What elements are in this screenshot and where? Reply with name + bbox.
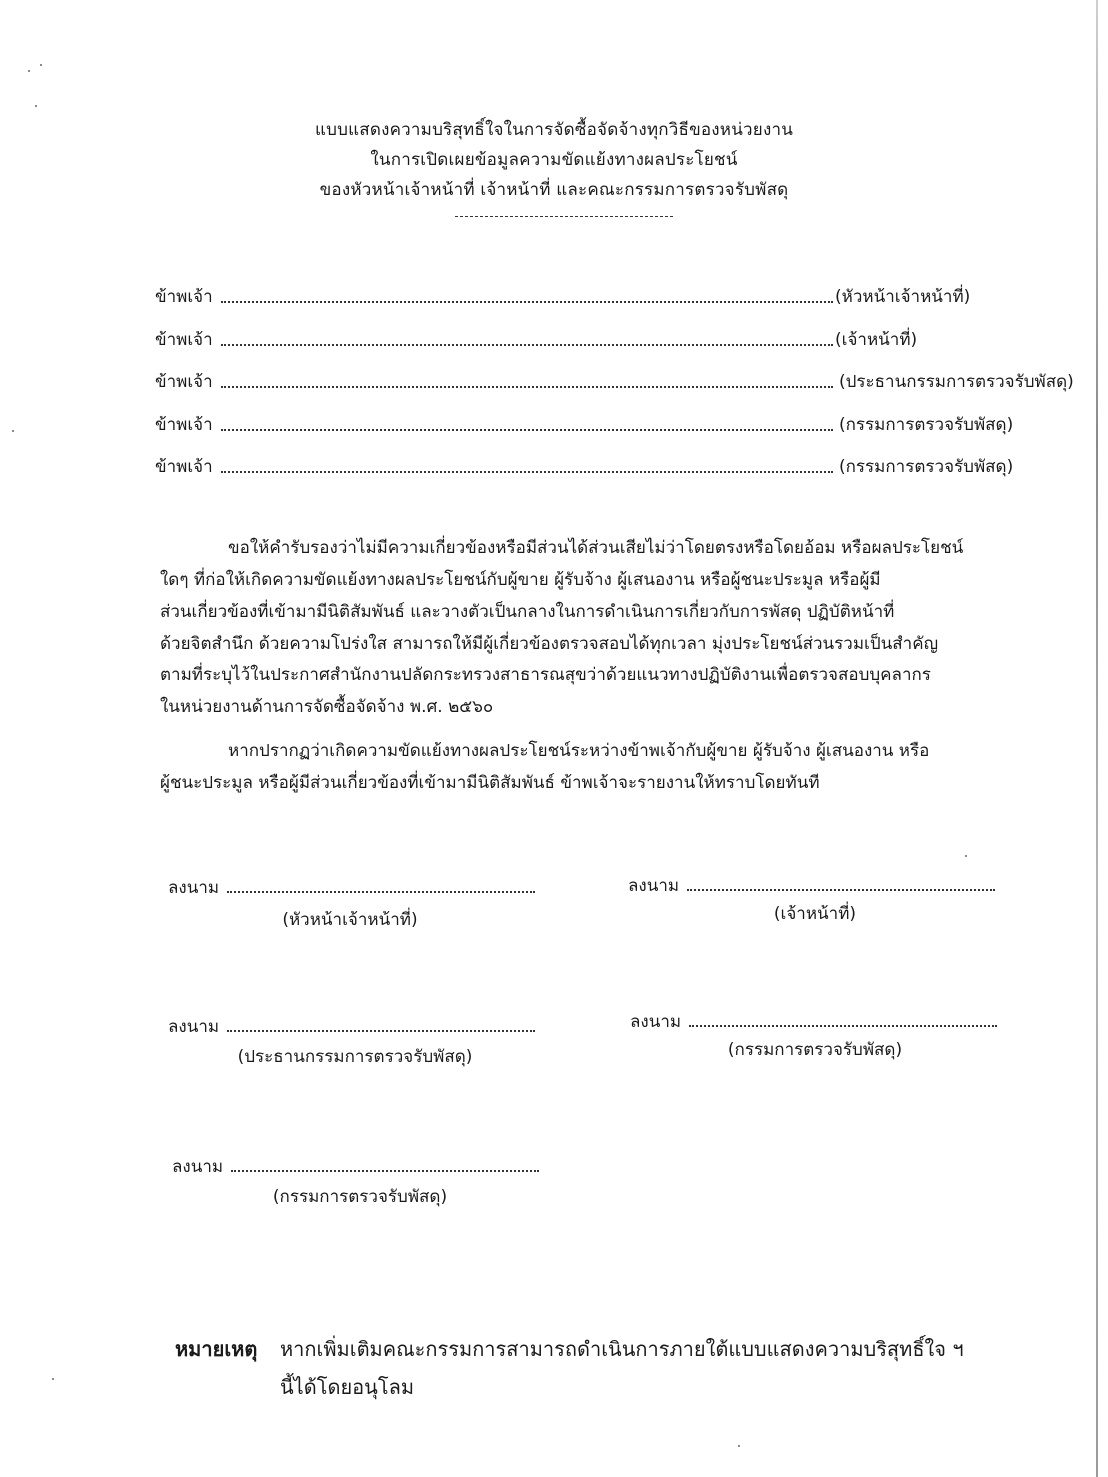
document-title-line-1: แบบแสดงความบริสุทธิ์ใจในการจัดซื้อจัดจ้างทุกวิธีของหน่วยงาน: [314, 120, 794, 140]
signature-label: ลงนาม: [630, 1012, 682, 1032]
paragraph-2-line: หากปรากฏว่าเกิดความขัดแย้งทางผลประโยชน์ระหว่างข้าพเจ้ากับผู้ขาย ผู้รับจ้าง ผู้เสนองาน หรือ: [228, 741, 930, 761]
signature-label: ลงนาม: [172, 1157, 224, 1177]
signature-field[interactable]: [231, 1156, 539, 1172]
declaration-role: (กรรมการตรวจรับพัสดุ): [839, 457, 1014, 477]
scan-speck: [738, 1445, 740, 1447]
declaration-row: [155, 368, 1074, 398]
declaration-label: ข้าพเจ้า: [155, 372, 213, 392]
declaration-label: ข้าพเจ้า: [155, 330, 213, 350]
fill-in-line[interactable]: [221, 386, 833, 388]
declaration-role: (ประธานกรรมการตรวจรับพัสดุ): [839, 372, 1074, 392]
declaration-role: (เจ้าหน้าที่): [835, 330, 918, 350]
scan-speck: [12, 430, 14, 432]
declaration-row: [155, 283, 971, 313]
signature-line: [168, 874, 535, 901]
signature-label: ลงนาม: [168, 1017, 220, 1037]
signature-field[interactable]: [227, 877, 535, 893]
declaration-label: ข้าพเจ้า: [155, 415, 213, 435]
declaration-role: (หัวหน้าเจ้าหน้าที่): [835, 287, 971, 307]
scan-speck: [965, 855, 967, 857]
declaration-role: (กรรมการตรวจรับพัสดุ): [839, 415, 1014, 435]
document-title-line-2: ในการเปิดเผยข้อมูลความขัดแย้งทางผลประโยชน์: [370, 150, 738, 170]
declaration-label: ข้าพเจ้า: [155, 457, 213, 477]
signature-field[interactable]: [227, 1016, 535, 1032]
title-divider: [455, 216, 673, 217]
fill-in-line[interactable]: [221, 344, 833, 346]
declaration-label: ข้าพเจ้า: [155, 287, 213, 307]
paragraph-1-line: ใดๆ ที่ก่อให้เกิดความขัดแย้งทางผลประโยชน์กับผู้ขาย ผู้รับจ้าง ผู้เสนองาน หรือผู้ชนะประมูล หรือผู้มี: [160, 570, 881, 590]
signature-label: ลงนาม: [168, 878, 220, 898]
fill-in-line[interactable]: [221, 429, 833, 431]
signature-role: (หัวหน้าเจ้าหน้าที่): [282, 910, 418, 930]
scan-speck: [35, 105, 37, 107]
signature-role: (ประธานกรรมการตรวจรับพัสดุ): [237, 1047, 473, 1067]
paragraph-1-line: ส่วนเกี่ยวข้องที่เข้ามามีนิติสัมพันธ์ และวางตัวเป็นกลางในการดำเนินการเกี่ยวกับการพัสดุ ปฏิบัติหน้าที่: [160, 602, 895, 622]
note-text-line-1: หากเพิ่มเติมคณะกรรมการสามารถดำเนินการภายใต้แบบแสดงความบริสุทธิ์ใจ ฯ: [280, 1337, 964, 1361]
declaration-row: [155, 326, 945, 356]
scan-speck: [40, 64, 42, 66]
paragraph-1-line: ในหน่วยงานด้านการจัดซื้อจัดจ้าง พ.ศ. ๒๕๖๐: [160, 697, 494, 717]
declaration-row: [155, 411, 1014, 441]
paragraph-1-line: ตามที่ระบุไว้ในประกาศสำนักงานปลัดกระทรวงสาธารณสุขว่าด้วยแนวทางปฏิบัติงานเพื่อตรวจสอบบุคลากร: [160, 665, 931, 685]
fill-in-line[interactable]: [221, 301, 833, 303]
signature-field[interactable]: [687, 875, 995, 891]
note-heading: หมายเหตุ: [175, 1337, 258, 1361]
signature-line: [168, 1013, 535, 1040]
paragraph-1-line: ด้วยจิตสำนึก ด้วยความโปร่งใส สามารถให้มีผู้เกี่ยวข้องตรวจสอบได้ทุกเวลา มุ่งประโยชน์ส่วนรวมเป็นสำคัญ: [160, 634, 939, 654]
note-text-line-2: นี้ได้โดยอนุโลม: [280, 1375, 415, 1399]
paragraph-1-line: ขอให้คำรับรองว่าไม่มีความเกี่ยวข้องหรือมีส่วนได้ส่วนเสียไม่ว่าโดยตรงหรือโดยอ้อม หรือผลประโยชน์: [228, 538, 964, 558]
signature-field[interactable]: [689, 1011, 997, 1027]
document-title-line-3: ของหัวหน้าเจ้าหน้าที่ เจ้าหน้าที่ และคณะกรรมการตรวจรับพัสดุ: [319, 180, 789, 200]
signature-line: [628, 872, 995, 899]
paragraph-2-line: ผู้ชนะประมูล หรือผู้มีส่วนเกี่ยวข้องที่เข้ามามีนิติสัมพันธ์ ข้าพเจ้าจะรายงานให้ทราบโดยทันที: [160, 773, 820, 793]
scan-speck: [28, 70, 30, 72]
signature-line: [630, 1008, 997, 1035]
signature-label: ลงนาม: [628, 876, 680, 896]
scan-edge-shadow: [1096, 0, 1098, 1477]
signature-role: (กรรมการตรวจรับพัสดุ): [727, 1040, 903, 1060]
signature-role: (เจ้าหน้าที่): [773, 904, 857, 924]
declaration-row: [155, 453, 1014, 483]
signature-line: [172, 1153, 539, 1180]
fill-in-line[interactable]: [221, 471, 833, 473]
signature-role: (กรรมการตรวจรับพัสดุ): [272, 1187, 448, 1207]
scan-speck: [52, 1378, 54, 1380]
